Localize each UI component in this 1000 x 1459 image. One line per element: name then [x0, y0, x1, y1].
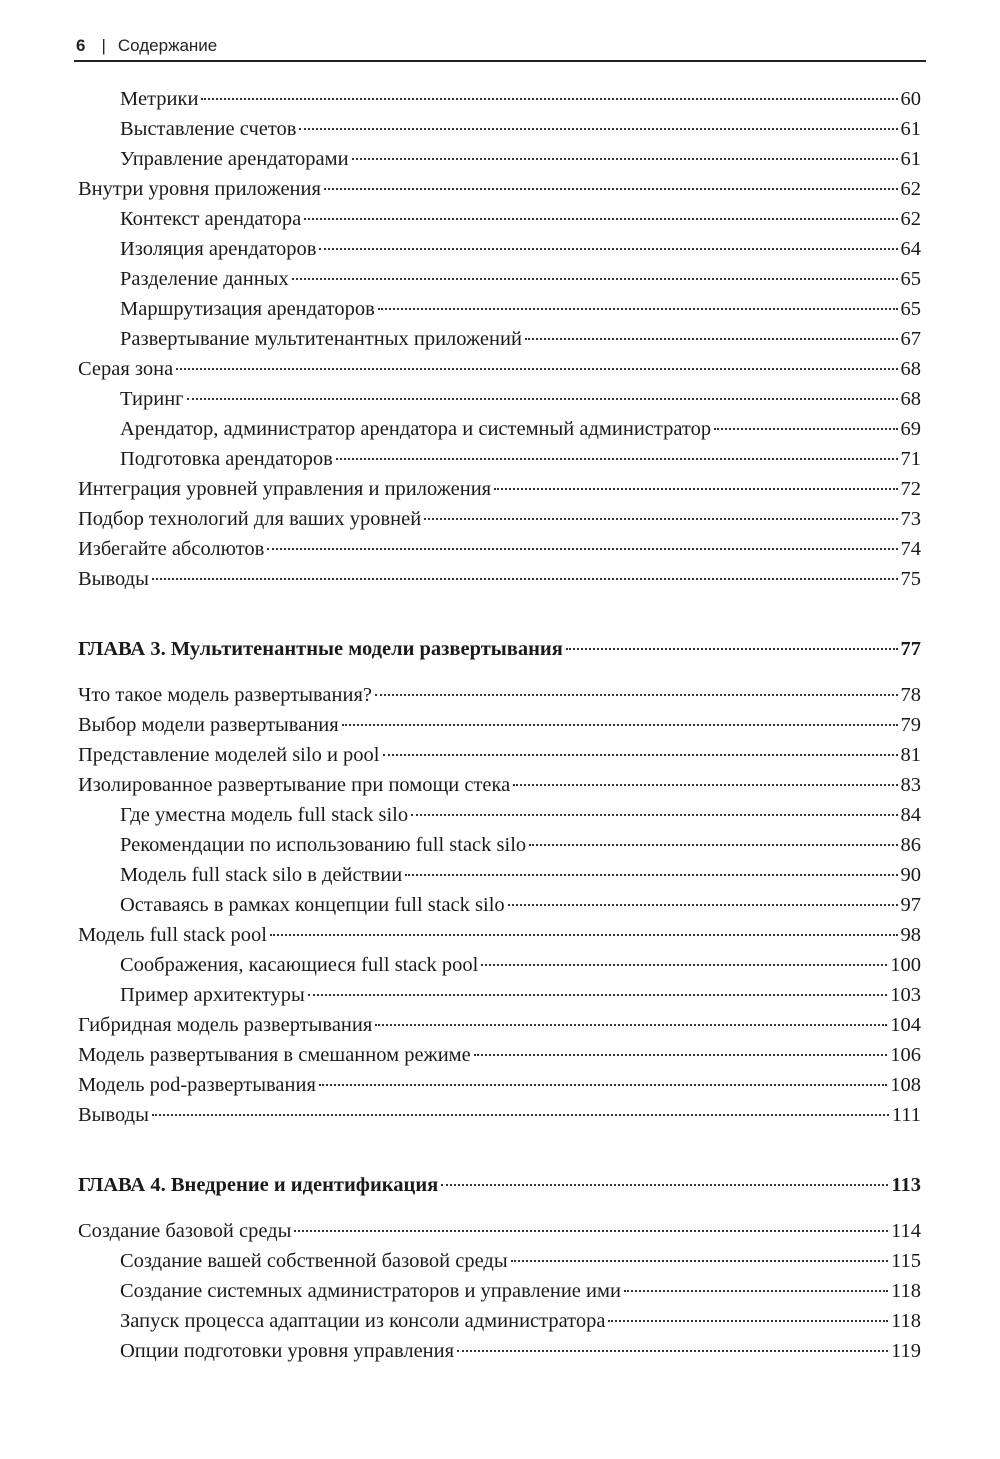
- toc-entry[interactable]: [78, 800, 921, 830]
- toc-entry[interactable]: [78, 1276, 921, 1306]
- toc-entry-page: 73: [900, 508, 921, 530]
- toc-entry-title: Интеграция уровней управления и приложения: [78, 478, 492, 500]
- toc-entry-page: 65: [900, 268, 921, 290]
- toc-entry-title: Управление арендаторами: [120, 148, 349, 170]
- header-section-title: Содержание: [117, 36, 218, 55]
- toc-entry[interactable]: [78, 680, 921, 710]
- toc-entry-page: 79: [900, 714, 921, 736]
- dot-leader: [375, 694, 898, 696]
- toc-entry-title: Представление моделей silo и pool: [78, 744, 380, 766]
- dot-leader: [508, 904, 898, 906]
- dot-leader: [513, 784, 897, 786]
- dot-leader: [294, 1230, 888, 1232]
- toc-entry[interactable]: [78, 264, 921, 294]
- toc-entry[interactable]: [78, 830, 921, 860]
- toc-entry-page: 97: [900, 894, 921, 916]
- toc-entry-title: Выбор модели развертывания: [78, 714, 339, 736]
- dot-leader: [299, 128, 897, 130]
- toc-entry-title: Тиринг: [120, 388, 184, 410]
- toc-entry-page: 62: [900, 208, 921, 230]
- running-header: [76, 33, 926, 59]
- toc-entry[interactable]: [78, 1336, 921, 1366]
- toc-entry-title: Запуск процесса адаптации из консоли администратора: [120, 1310, 606, 1332]
- toc-entry[interactable]: [78, 174, 921, 204]
- toc-entry-page: 60: [900, 88, 921, 110]
- dot-leader: [424, 518, 897, 520]
- dot-leader: [714, 428, 897, 430]
- toc-entry[interactable]: [78, 204, 921, 234]
- toc-entry-page: 71: [900, 448, 921, 470]
- dot-leader: [324, 188, 898, 190]
- toc-entry-title: Контекст арендатора: [120, 208, 302, 230]
- dot-leader: [152, 1114, 889, 1116]
- toc-entry-page: 83: [900, 774, 921, 796]
- toc-entry-title: ГЛАВА 3. Мультитенантные модели развертывания: [78, 638, 563, 660]
- toc-entry-page: 98: [900, 924, 921, 946]
- toc-entry-title: Модель развертывания в смешанном режиме: [78, 1044, 471, 1066]
- dot-leader: [319, 1084, 887, 1086]
- toc-entry-page: 67: [900, 328, 921, 350]
- toc-entry-page: 100: [890, 954, 921, 976]
- dot-leader: [304, 218, 897, 220]
- toc-entry-title: Выводы: [78, 568, 149, 590]
- toc-entry-title: Разделение данных: [120, 268, 289, 290]
- toc-entry-page: 103: [890, 984, 921, 1006]
- toc-entry[interactable]: [78, 114, 921, 144]
- dot-leader: [624, 1290, 888, 1292]
- toc-entry[interactable]: [78, 710, 921, 740]
- dot-leader: [511, 1260, 888, 1262]
- toc-entry-page: 118: [891, 1280, 921, 1302]
- dot-leader: [308, 994, 887, 996]
- toc-entry-page: 108: [890, 1074, 921, 1096]
- toc-entry-title: Подбор технологий для ваших уровней: [78, 508, 422, 530]
- toc-entry-title: Создание базовой среды: [78, 1220, 292, 1242]
- dot-leader: [292, 278, 898, 280]
- toc-entry-title: Оставаясь в рамках концепции full stack silo: [120, 894, 505, 916]
- dot-leader: [319, 248, 897, 250]
- dot-leader: [336, 458, 898, 460]
- toc-entry[interactable]: [78, 1306, 921, 1336]
- toc-entry[interactable]: [78, 920, 921, 950]
- toc-entry-title: Пример архитектуры: [120, 984, 305, 1006]
- toc-chapter-entry[interactable]: [78, 1170, 921, 1200]
- toc-entry-title: Изоляция арендаторов: [120, 238, 317, 260]
- toc-entry-title: Где уместна модель full stack silo: [120, 804, 409, 826]
- toc-entry-page: 64: [900, 238, 921, 260]
- toc-entry-page: 86: [900, 834, 921, 856]
- toc-entry-page: 62: [900, 178, 921, 200]
- dot-leader: [176, 368, 897, 370]
- toc-entry-page: 61: [900, 148, 921, 170]
- toc-entry[interactable]: [78, 980, 921, 1010]
- toc-entry-title: Создание вашей собственной базовой среды: [120, 1250, 508, 1272]
- dot-leader: [411, 814, 897, 816]
- toc-entry[interactable]: [78, 1100, 921, 1130]
- dot-leader: [525, 338, 898, 340]
- toc-entry-title: Серая зона: [78, 358, 174, 380]
- toc-entry[interactable]: [78, 84, 921, 114]
- toc-chapter-entry[interactable]: [78, 634, 921, 664]
- toc-entry[interactable]: [78, 144, 921, 174]
- dot-leader: [375, 1024, 887, 1026]
- toc-entry[interactable]: [78, 1070, 921, 1100]
- toc-entry-title: Избегайте абсолютов: [78, 538, 265, 560]
- toc-entry[interactable]: [78, 384, 921, 414]
- toc-entry[interactable]: [78, 860, 921, 890]
- toc-entry-title: Изолированное развертывание при помощи стека: [78, 774, 511, 796]
- dot-leader: [152, 578, 898, 580]
- toc-entry-page: 119: [891, 1340, 921, 1362]
- toc-entry-title: Модель full stack pool: [78, 924, 267, 946]
- toc-entry-title: Метрики: [120, 88, 199, 110]
- toc-entry-title: Внутри уровня приложения: [78, 178, 321, 200]
- toc-entry[interactable]: [78, 564, 921, 594]
- toc-entry-title: Выставление счетов: [120, 118, 297, 140]
- toc-entry-title: Рекомендации по использованию full stack silo: [120, 834, 527, 856]
- toc-entry[interactable]: [78, 234, 921, 264]
- toc-entry-title: Соображения, касающиеся full stack pool: [120, 954, 479, 976]
- toc-entry[interactable]: [78, 294, 921, 324]
- dot-leader: [270, 934, 898, 936]
- toc-entry-page: 84: [900, 804, 921, 826]
- toc-entry-title: Модель full stack silo в действии: [120, 864, 403, 886]
- dot-leader: [566, 648, 898, 650]
- toc-entry[interactable]: [78, 740, 921, 770]
- dot-leader: [405, 874, 897, 876]
- toc-entry-page: 68: [900, 358, 921, 380]
- dot-leader: [529, 844, 897, 846]
- toc-entry[interactable]: [78, 950, 921, 980]
- dot-leader: [441, 1184, 888, 1186]
- toc-entry-page: 81: [900, 744, 921, 766]
- toc-entry-title: Модель pod-развертывания: [78, 1074, 316, 1096]
- toc-entry-title: Арендатор, администратор арендатора и системный администратор: [120, 418, 712, 440]
- toc-entry-page: 113: [891, 1174, 921, 1196]
- toc-entry-title: ГЛАВА 4. Внедрение и идентификация: [78, 1174, 439, 1196]
- toc-entry-page: 104: [890, 1014, 921, 1036]
- dot-leader: [457, 1350, 888, 1352]
- toc-entry-page: 61: [900, 118, 921, 140]
- dot-leader: [608, 1320, 888, 1322]
- dot-leader: [378, 308, 898, 310]
- toc-entry[interactable]: [78, 414, 921, 444]
- toc-entry[interactable]: [78, 1246, 921, 1276]
- dot-leader: [481, 964, 887, 966]
- toc-entry-title: Выводы: [78, 1104, 149, 1126]
- toc-entry[interactable]: [78, 534, 921, 564]
- toc-entry[interactable]: [78, 1040, 921, 1070]
- toc-entry-page: 118: [891, 1310, 921, 1332]
- toc-entry[interactable]: [78, 1216, 921, 1246]
- header-separator: |: [101, 36, 106, 55]
- toc-entry-title: Маршрутизация арендаторов: [120, 298, 375, 320]
- toc-entry-page: 74: [900, 538, 921, 560]
- dot-leader: [187, 398, 898, 400]
- dot-leader: [352, 158, 898, 160]
- toc-entry[interactable]: [78, 504, 921, 534]
- toc-entry[interactable]: [78, 890, 921, 920]
- toc-entry-title: Гибридная модель развертывания: [78, 1014, 373, 1036]
- dot-leader: [267, 548, 897, 550]
- toc-entry-page: 111: [891, 1104, 921, 1126]
- toc-entry[interactable]: [78, 474, 921, 504]
- toc-entry-title: Что такое модель развертывания?: [78, 684, 372, 706]
- table-of-contents: [78, 84, 921, 1366]
- toc-entry-page: 68: [900, 388, 921, 410]
- toc-entry-page: 77: [900, 638, 921, 660]
- toc-entry[interactable]: [78, 324, 921, 354]
- toc-entry-title: Опции подготовки уровня управления: [120, 1340, 455, 1362]
- toc-entry[interactable]: [78, 1010, 921, 1040]
- dot-leader: [474, 1054, 888, 1056]
- toc-entry-title: Создание системных администраторов и управление ими: [120, 1280, 621, 1302]
- toc-entry-page: 69: [900, 418, 921, 440]
- toc-entry-page: 90: [900, 864, 921, 886]
- toc-entry-page: 75: [900, 568, 921, 590]
- dot-leader: [342, 724, 898, 726]
- toc-entry-page: 115: [891, 1250, 921, 1272]
- toc-entry-page: 78: [900, 684, 921, 706]
- toc-entry-title: Развертывание мультитенантных приложений: [120, 328, 522, 350]
- toc-entry-page: 106: [890, 1044, 921, 1066]
- dot-leader: [494, 488, 897, 490]
- header-rule: [74, 60, 926, 62]
- dot-leader: [201, 98, 897, 100]
- toc-entry-page: 114: [891, 1220, 921, 1242]
- toc-entry[interactable]: [78, 770, 921, 800]
- toc-entry-title: Подготовка арендаторов: [120, 448, 333, 470]
- toc-entry[interactable]: [78, 354, 921, 384]
- toc-entry[interactable]: [78, 444, 921, 474]
- toc-entry-page: 65: [900, 298, 921, 320]
- header-page-number: 6: [76, 36, 86, 55]
- dot-leader: [383, 754, 898, 756]
- toc-entry-page: 72: [900, 478, 921, 500]
